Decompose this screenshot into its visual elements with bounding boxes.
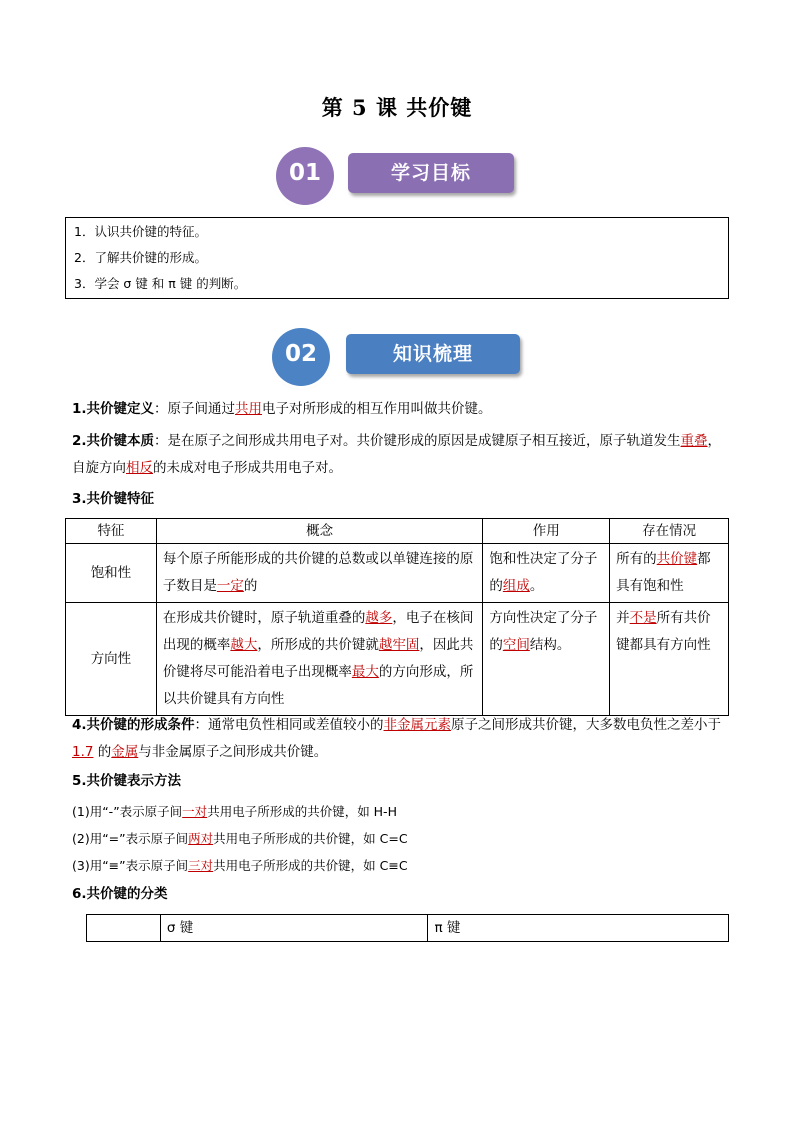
text: 结构。 — [529, 637, 571, 653]
table-header: 存在情况 — [610, 519, 729, 544]
feature-concept — [156, 603, 482, 716]
text: ，电子在核间出现的概率 — [162, 610, 474, 653]
answer-highlight: 最大 — [351, 664, 379, 680]
text: (2)用“=”表示原子间 — [72, 831, 189, 846]
text: ，因此共价键将尽可能沿着电子出现概率 — [162, 637, 474, 680]
answer-highlight: 金属 — [111, 744, 139, 760]
feature-table — [65, 518, 729, 716]
table-header-row — [66, 519, 729, 544]
notation-line — [72, 825, 724, 852]
notation-heading — [72, 768, 724, 795]
text: 饱和性决定了分子的 — [489, 551, 598, 594]
feature-existence — [610, 544, 729, 603]
text: (3)用“≡”表示原子间 — [72, 858, 189, 873]
table-cell: σ 键 — [160, 915, 428, 942]
classification-heading — [72, 881, 724, 908]
feature-name: 方向性 — [66, 603, 157, 716]
definition-paragraph — [72, 396, 724, 423]
text: 共用电子所形成的共价键，如 C=C — [213, 831, 408, 846]
text: ，所形成的共价键就 — [257, 637, 379, 653]
table-cell: π 键 — [428, 915, 729, 942]
section-heading: 1.共价键定义 — [72, 401, 155, 417]
table-header: 作用 — [483, 519, 610, 544]
answer-highlight: 不是 — [629, 610, 657, 626]
answer-highlight: 一对 — [182, 804, 208, 819]
notation-line — [72, 798, 724, 825]
table-row — [66, 603, 729, 716]
features-heading — [72, 486, 724, 513]
banner-label: 学习目标 — [348, 153, 514, 193]
text: 的 — [93, 744, 112, 760]
text: 共用电子所形成的共价键，如 H-H — [207, 804, 397, 819]
feature-existence — [610, 603, 729, 716]
table-cell — [87, 915, 161, 942]
text: ，自旋方向 — [72, 433, 722, 476]
table-row — [66, 544, 729, 603]
section-heading: 5.共价键表示方法 — [72, 773, 182, 789]
answer-highlight: 越多 — [365, 610, 393, 626]
text: 所有的 — [616, 551, 657, 567]
banner-number-badge — [272, 328, 330, 386]
goal-item: 3．学会 σ 键 和 π 键 的判断。 — [74, 276, 247, 291]
banner-number: 01 — [288, 160, 321, 186]
goals-box — [65, 217, 729, 299]
feature-concept — [156, 544, 482, 603]
text: 在形成共价键时，原子轨道重叠的 — [162, 610, 366, 626]
text: 的方向形成，所以共价键具有方向性 — [162, 664, 474, 707]
section-heading: 3.共价键特征 — [72, 491, 155, 507]
answer-highlight: 共用 — [235, 401, 263, 417]
text: 每个原子所能形成的共价键的总数或以单键连接的原子数目是 — [162, 551, 474, 594]
goal-item: 1．认识共价键的特征。 — [74, 224, 207, 239]
text: 原子之间形成共价键，大多数电负性之差小于 — [451, 717, 722, 733]
text: 方向性决定了分子的 — [489, 610, 598, 653]
section-banner-goals — [276, 147, 516, 203]
text: 并 — [616, 610, 630, 626]
answer-highlight: 三对 — [188, 858, 214, 873]
feature-use — [483, 603, 610, 716]
answer-highlight: 非金属元素 — [383, 717, 452, 733]
text: 所有共价键都具有方向性 — [616, 610, 711, 653]
section-banner-knowledge — [272, 328, 522, 384]
text: 都具有饱和性 — [616, 551, 711, 594]
text: ：原子间通过 — [154, 401, 236, 417]
table-header: 概念 — [156, 519, 482, 544]
formation-paragraph — [72, 712, 724, 766]
banner-label: 知识梳理 — [346, 334, 520, 374]
text: 与非金属原子之间形成共价键。 — [138, 744, 328, 760]
notation-line — [72, 852, 724, 879]
page-title: 第 5 课 共价键 — [321, 95, 473, 120]
text: ：是在原子之间形成共用电子对。共价键形成的原因是成键原子相互接近，原子轨道发生 — [154, 433, 681, 449]
table-row — [87, 915, 729, 942]
answer-highlight: 1.7 — [72, 744, 94, 760]
section-heading: 4.共价键的形成条件 — [72, 717, 195, 733]
text: (1)用“-”表示原子间 — [72, 804, 183, 819]
text: ：通常电负性相同或差值较小的 — [194, 717, 384, 733]
text: 电子对所形成的相互作用叫做共价键。 — [262, 401, 492, 417]
answer-highlight: 共价键 — [656, 551, 698, 567]
text: 的未成对电子形成共用电子对。 — [153, 460, 342, 476]
feature-use — [483, 544, 610, 603]
text: 的 — [243, 578, 258, 594]
banner-number-badge — [276, 147, 334, 205]
answer-highlight: 相反 — [126, 460, 153, 476]
table-header: 特征 — [66, 519, 157, 544]
text: 。 — [529, 578, 544, 594]
answer-highlight: 一定 — [216, 578, 244, 594]
text: 共用电子所形成的共价键，如 C≡C — [213, 858, 408, 873]
feature-name: 饱和性 — [66, 544, 157, 603]
answer-highlight: 组成 — [502, 578, 530, 594]
answer-highlight: 两对 — [188, 831, 214, 846]
section-heading: 6.共价键的分类 — [72, 886, 168, 902]
answer-highlight: 越牢固 — [378, 637, 420, 653]
answer-highlight: 重叠 — [680, 433, 708, 449]
answer-highlight: 越大 — [230, 637, 258, 653]
classification-table — [86, 914, 729, 942]
essence-paragraph — [72, 428, 724, 482]
section-heading: 2.共价键本质 — [72, 433, 155, 449]
banner-number: 02 — [284, 341, 317, 367]
goal-item: 2．了解共价键的形成。 — [74, 250, 207, 265]
answer-highlight: 空间 — [502, 637, 530, 653]
